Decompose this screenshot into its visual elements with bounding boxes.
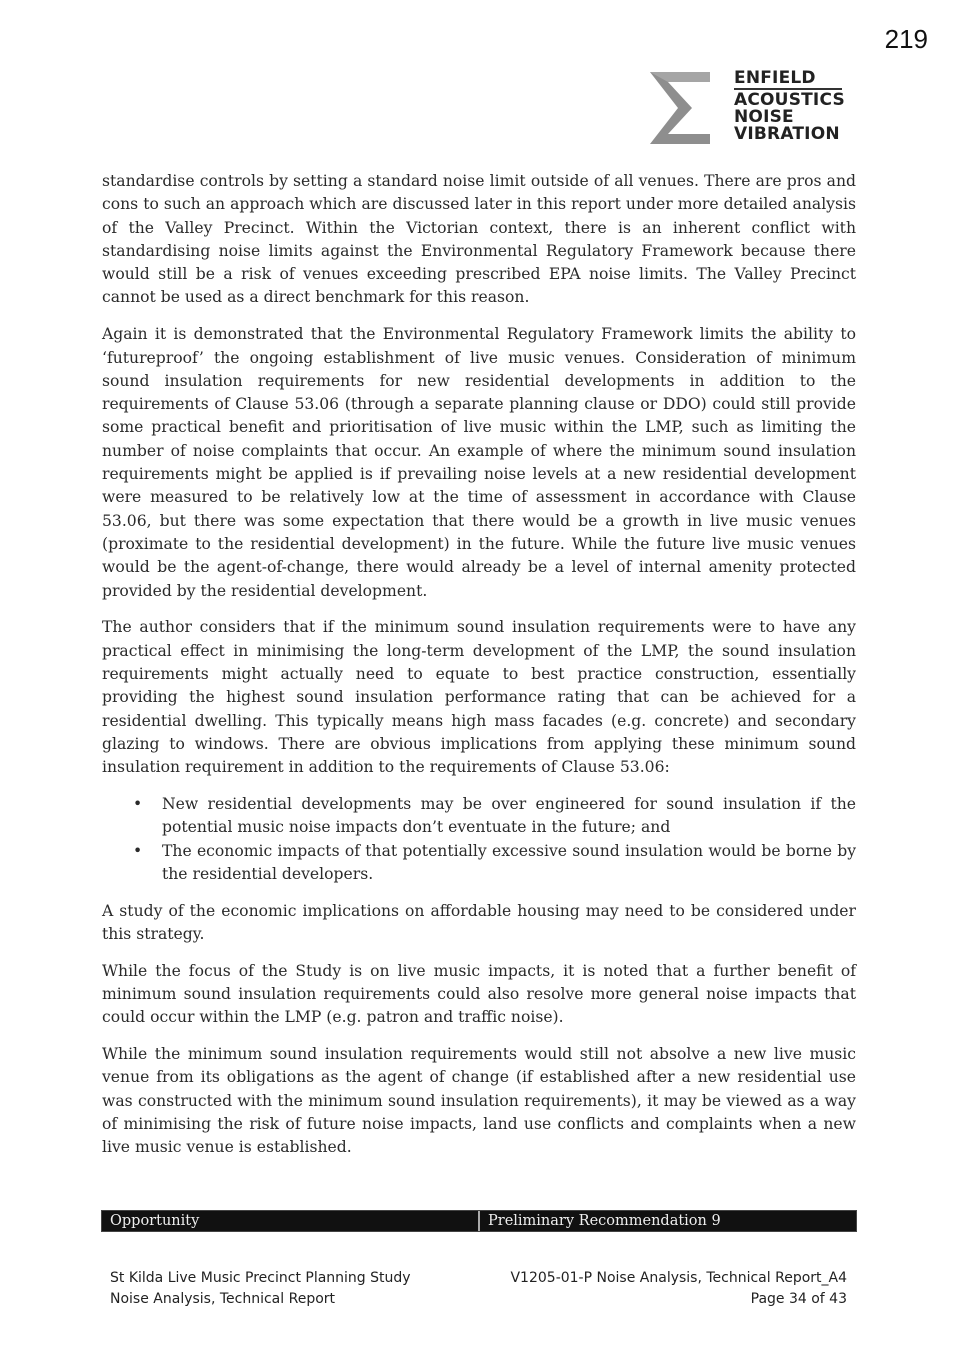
logo-line-vibration: VIBRATION xyxy=(734,124,840,144)
footer-right xyxy=(510,1268,847,1310)
logo-line-noise: NOISE xyxy=(734,107,794,127)
paragraph: standardise controls by setting a standard noise limit outside of all venues. There are pros and cons to such an approach which are discussed later in this report under more detailed analysis of the Valley Precinct. Within the Victorian context, there is an inherent conflict with standardising noise limits against the Environmental Regulatory Framework because there would still be a risk of venues exceeding prescribed EPA noise limits. The Valley Precinct cannot be used as a direct benchmark for this reason. xyxy=(102,172,856,307)
paragraph: The author considers that if the minimum sound insulation requirements were to have any practical effect in minimising the long-term development of the LMP, the sound insulation requirements might actually need to equate to best practice construction, essentially providing the highest sound insulation performance rating that can be achieved for a residential dwelling. This typically means high mass facades (e.g. concrete) and secondary glazing to windows. There are obvious implications from applying these minimum sound insulation requirement in addition to the requirements of Clause 53.06: xyxy=(102,618,856,777)
bullet-list xyxy=(102,793,856,886)
footer-document-id: V1205-01-P Noise Analysis, Technical Report_A4 xyxy=(510,1270,847,1286)
page-number: 219 xyxy=(884,24,928,54)
paragraph: Again it is demonstrated that the Environmental Regulatory Framework limits the ability to ‘futureproof’ the ongoing establishment of live music venues. Consideration of minimum sound insulation requirements for new residential developments in addition to the requirements of Clause 53.06 (through a separate planning clause or DDO) could still provide some practical benefit and prioritisation of live music within the LMP, such as limiting the number of noise complaints that occur. An example of where the minimum sound insulation requirements might be applied is if prevailing noise levels at a new residential development were measured to be relatively low at the time of assessment in accordance with Clause 53.06, but there was some expectation that there would be a growth in live music venues (proximate to the residential development) in the future. While the future live music venues would be the agent-of-change, there would already be a level of internal amenity protected provided by the residential development. xyxy=(102,325,856,600)
bullet-item: • The economic impacts of that potentially excessive sound insulation would be borne by the residential developers. xyxy=(162,840,856,887)
logo-wordmark xyxy=(734,70,844,143)
logo-line-acoustics: ACOUSTICS xyxy=(734,90,845,110)
paragraph: While the focus of the Study is on live music impacts, it is noted that a further benefit of minimum sound insulation requirements could also resolve more general noise impacts that could occur within the LMP (e.g. patron and traffic noise). xyxy=(102,961,856,1027)
bullet-item: • New residential developments may be over engineered for sound insulation if the potential music noise impacts don’t eventuate in the future; and xyxy=(162,793,856,840)
recommendation-label: Preliminary Recommendation 9 xyxy=(488,1213,721,1229)
logo-line-enfield: ENFIELD xyxy=(734,70,842,90)
sigma-logo-icon xyxy=(648,70,728,146)
company-logo xyxy=(648,70,848,150)
footer-study-title: St Kilda Live Music Precinct Planning Study xyxy=(110,1270,411,1286)
body-text xyxy=(102,170,856,1173)
paragraph: A study of the economic implications on affordable housing may need to be considered under this strategy. xyxy=(102,901,856,943)
footer-page-count: Page 34 of 43 xyxy=(750,1291,847,1307)
footer-left xyxy=(110,1268,411,1310)
paragraph: While the minimum sound insulation requirements would still not absolve a new live music venue from its obligations as the agent of change (if established after a new residential use was constructed with the minimum sound insulation requirements), it may be viewed as a way of minimising the risk of future noise impacts, land use conflicts and complaints when a new live music venue is established. xyxy=(102,1045,856,1157)
recommendation-bar xyxy=(101,1210,857,1232)
footer-report-title: Noise Analysis, Technical Report xyxy=(110,1291,336,1307)
opportunity-label: Opportunity xyxy=(102,1211,480,1231)
